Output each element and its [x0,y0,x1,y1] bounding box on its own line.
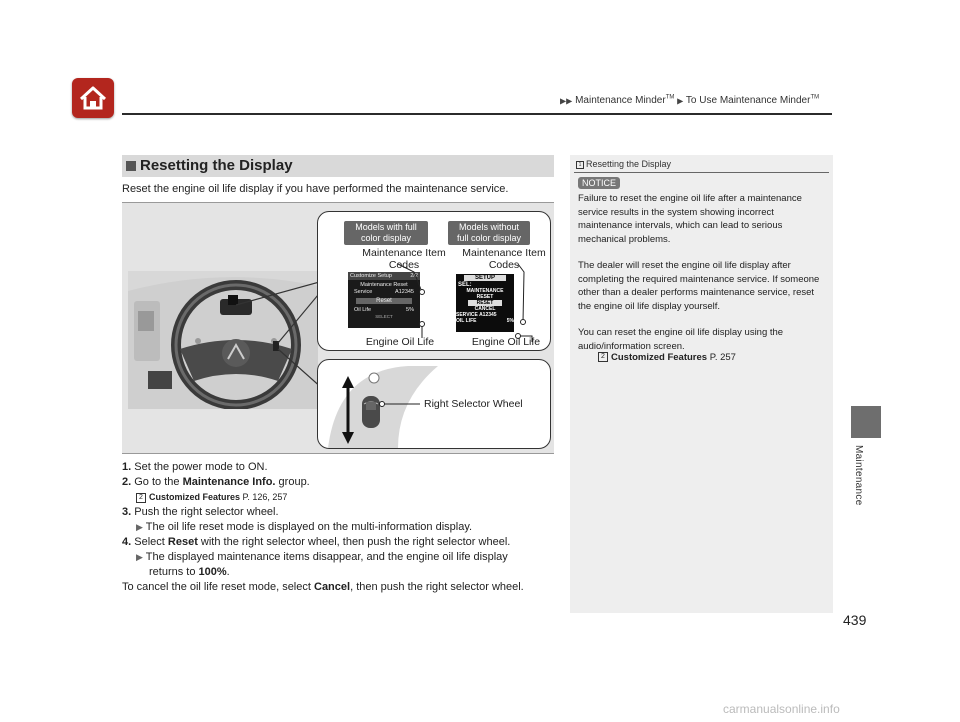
screen2-oil-value: 5% [506,318,514,324]
callout-leader-lines [318,212,550,350]
page-reference-icon: 2 [598,352,608,362]
section-title: Resetting the Display [140,157,293,174]
screen1-reset: Reset [356,298,412,304]
steering-wheel-illustration [128,271,318,409]
screen2-cancel: CANCEL [474,306,496,312]
chapter-tab[interactable] [851,406,881,438]
sidebar-heading: 1 Resetting the Display [576,159,671,169]
home-icon [72,78,114,118]
sidebar-paragraph-2: The dealer will reset the engine oil life display after completing the required maintenance service. If someone other than a dealer performs maintenance service, reset the engine oil life display yourself. [578,260,820,312]
sidebar-divider [574,172,829,173]
step-2: 2. Go to the Maintenance Info. group. [122,476,310,488]
screen2-oil: OIL LIFE [456,318,477,324]
screen1-line1: Maintenance Reset [360,282,408,288]
sidebar-paragraph-1: Failure to reset the engine oil life after a maintenance service results in the system showing incorrect maintenance intervals, which can lead to serious mechanical problems. [578,193,802,245]
label-selector-wheel: Right Selector Wheel [424,398,523,410]
step-4: 4. Select Reset with the right selector wheel, then push the right selector wheel. [122,536,511,548]
breadcrumb-arrow-icon: ▶▶ [560,96,573,106]
label-item-codes-basic: Maintenance Item Codes [462,247,546,271]
selector-wheel-callout [317,359,551,449]
breadcrumb-link-maintenance-minder[interactable]: Maintenance Minder™ [575,95,675,107]
screen1-oil-label: Oil Life [354,307,372,313]
step-1: 1. Set the power mode to ON. [122,461,268,473]
label-oil-life-basic: Engine Oil Life [471,336,541,348]
tag-no-full-color: Models without full color display [448,221,530,245]
header-divider [122,113,832,115]
sidebar-reference[interactable]: 2 Customized Features P. 257 [598,352,736,363]
note-icon: 1 [576,161,584,169]
section-bullet-icon [126,161,136,171]
screen1-page: 2/2 [410,273,418,279]
notice-badge: NOTICE [578,177,620,189]
illustration-panel [122,202,554,454]
step-3-result: ▶ The oil life reset mode is displayed on the multi-information display. [136,521,473,533]
breadcrumb [560,95,819,106]
label-oil-life-full: Engine Oil Life [365,336,435,348]
page-reference-icon: 2 [136,493,146,503]
screen1-service-code: A12345 [395,289,414,295]
breadcrumb-current: To Use Maintenance Minder™ [685,95,820,107]
cancel-note: To cancel the oil life reset mode, select Cancel, then push the right selector wheel. [122,581,524,593]
section-heading [122,155,554,177]
tag-full-color: Models with full color display [344,221,428,245]
sidebar-note [570,155,833,613]
screen1-select: SELECT [375,314,393,319]
page-number: 439 [843,612,867,628]
chapter-label: Maintenance [853,445,864,506]
step-2-reference[interactable]: 2 Customized Features P. 126, 257 [122,490,562,505]
step-3: 3. Push the right selector wheel. [122,506,279,518]
step-4-result-cont: returns to 100%. [149,566,230,578]
label-item-codes-full: Maintenance Item Codes [362,247,446,271]
screen2-sel: SEL: [458,282,472,288]
home-button[interactable] [72,78,114,118]
screen2-reset: RESET [468,300,502,306]
screen1-header: Customize Setup [350,273,392,279]
result-arrow-icon: ▶ [136,552,143,562]
sidebar-paragraph-3: You can reset the engine oil life display using the audio/information screen. [578,327,784,352]
step-4-result: ▶ The displayed maintenance items disappear, and the engine oil life display [136,551,508,563]
procedure-steps [122,460,562,595]
section-intro: Reset the engine oil life display if you have performed the maintenance service. [122,183,509,195]
breadcrumb-arrow-icon: ▶ [677,96,684,106]
screen2-service: SERVICE A12345 [456,312,497,318]
screen2-setup: SETUP [464,275,506,281]
watermark: carmanualsonline.info [723,702,840,716]
result-arrow-icon: ▶ [136,522,143,532]
screen1-oil-value: 5% [406,307,414,313]
screen2-line1: MAINTENANCE [466,288,504,294]
screen1-service-label: Service [354,289,373,295]
display-callout [317,211,551,351]
screen2-line2: RESET [476,294,494,300]
